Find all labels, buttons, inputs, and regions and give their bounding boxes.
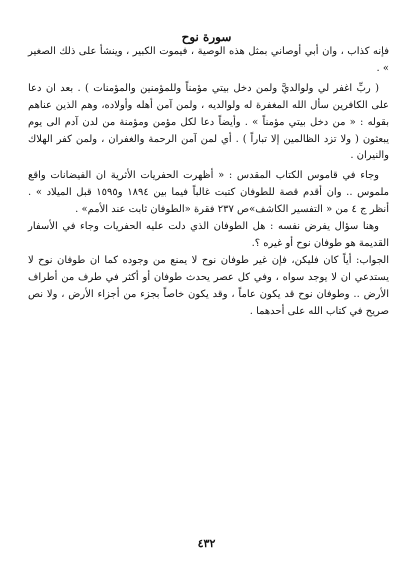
paragraph-continuation: فإنه كذاب ، وان أبي أوصاني بمثل هذه الوصية ، فيموت الكبير ، وينشأ على ذلك الصغير » . bbox=[28, 46, 389, 74]
surah-title: سورة نوح bbox=[181, 30, 232, 44]
page-number: ٤٣٢ bbox=[197, 537, 216, 550]
paragraph-answer: الجواب: أياً كان فليكن، فإن غير طوفان نوح لا يمنع من وجوده كما ان طوفان نوح لا يستدعي ان لا يوجد سواه ، وفي كل عصر يحدث طوفان أو أكثر في طرف من أطراف الأرض .. وطوفان نوح قد يكون عاماً ، وقد يكون خاصاً بجزء من أجزاء الأرض ، ولا نص صريح في كتاب الله على أحدهما . bbox=[28, 254, 389, 317]
paragraph-verse-commentary: ( ربِّ اغفر لي ولوالديَّ ولمن دخل بيتي مؤمناً وللمؤمنين والمؤمنات ) . بعد ان دعا على الكافرين سأل الله المغفرة له ولوالديه ، ولمن آمن أهله وأولاده، وهم الذين عناهم بقوله : « من دخل بيتي مؤمناً » . وأيضاً دعا لكل مؤمن ومؤمنة من لدن آدم الى يوم يبعثون ( ولا تزد الظالمين إلا تباراً ) . أي لمن آمن الرحمة والغفران ، ولمن كفر الهلاك والنيران . bbox=[28, 82, 389, 162]
body-text bbox=[28, 44, 389, 321]
paragraph-question: وهنا سؤال يفرض نفسه : هل الطوفان الذي دلت عليه الحفريات وجاء في الأسفار القديمة هو طوفان نوح أو غيره ؟. bbox=[28, 221, 389, 249]
paragraph-bible-dictionary-quote: وجاء في قاموس الكتاب المقدس : « أظهرت الحفريات الأثرية ان الفيضانات واقع ملموس .. وان أقدم قصة للطوفان كتبت غالباً فيما بين ١٨٩٤ و١٥٩٥ قبل الميلاد » . أنظر ج ٤ من « التفسير الكاشف»ص ٢٣٧ فقرة «الطوفان ثابت عند الأمم» . bbox=[28, 170, 389, 216]
